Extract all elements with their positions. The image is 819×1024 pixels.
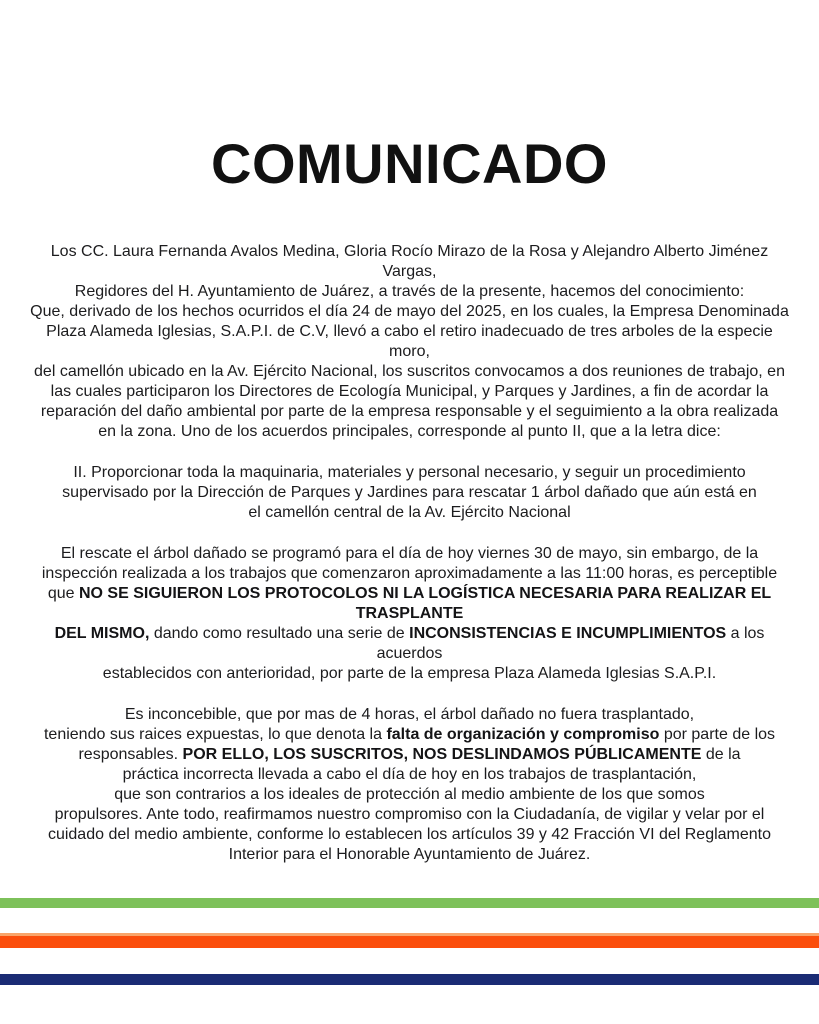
communique-paragraph (28, 242, 791, 442)
communique-body (0, 242, 819, 865)
footer-stripe-orange (0, 933, 819, 948)
text-line: Los CC. Laura Fernanda Avalos Medina, Gloria Rocío Mirazo de la Rosa y Alejandro Alberto Jiménez Vargas, (50, 242, 769, 280)
footer-stripe-navy (0, 974, 819, 985)
text-line: propulsores. Ante todo, reafirmamos nuestro compromiso con la Ciudadanía, de vigilar y velar por el (54, 805, 765, 823)
communique-paragraph (28, 463, 791, 523)
communique-title: COMUNICADO (211, 132, 608, 195)
footer-stripe-green (0, 898, 819, 908)
text-line: que son contrarios a los ideales de protección al medio ambiente de los que somos (114, 785, 705, 803)
communique-paragraph (28, 544, 791, 684)
text-line: El rescate el árbol dañado se programó para el día de hoy viernes 30 de mayo, sin embargo, de la (60, 544, 759, 562)
text-line: práctica incorrecta llevada a cabo el día de hoy en los trabajos de trasplantación, (122, 765, 697, 783)
text-line: II. Proporcionar toda la maquinaria, materiales y personal necesario, y seguir un procedimiento (73, 463, 746, 481)
text-line: reparación del daño ambiental por parte de la empresa responsable y el seguimiento a la obra realizada (40, 402, 779, 420)
text-line: Interior para el Honorable Ayuntamiento de Juárez. (228, 845, 591, 863)
text-line: el camellón central de la Av. Ejército Nacional (248, 503, 571, 521)
text-line: que NO SE SIGUIERON LOS PROTOCOLOS NI LA LOGÍSTICA NECESARIA PARA REALIZAR EL TRASPLANTE (47, 584, 772, 622)
text-line: inspección realizada a los trabajos que comenzaron aproximadamente a las 11:00 horas, es perceptible (41, 564, 778, 582)
text-line: DEL MISMO, dando como resultado una serie de INCONSISTENCIAS E INCUMPLIMIENTOS a los acuerdos (54, 624, 765, 662)
communique-paragraph (28, 705, 791, 865)
text-line: del camellón ubicado en la Av. Ejército Nacional, los suscritos convocamos a dos reuniones de trabajo, en (34, 362, 785, 380)
text-line: Que, derivado de los hechos ocurridos el día 24 de mayo del 2025, en los cuales, la Empresa Denominada (30, 302, 789, 320)
text-line: cuidado del medio ambiente, conforme lo establecen los artículos 39 y 42 Fracción VI del Reglamento (47, 825, 772, 843)
text-line: establecidos con anterioridad, por parte de la empresa Plaza Alameda Iglesias S.A.P.I. (102, 664, 717, 682)
text-line: las cuales participaron los Directores de Ecología Municipal, y Parques y Jardines, a fin de acordar la (50, 382, 769, 400)
text-line: teniendo sus raices expuestas, lo que denota la falta de organización y compromiso por parte de los (43, 725, 776, 743)
text-line: supervisado por la Dirección de Parques y Jardines para rescatar 1 árbol dañado que aún está en (62, 483, 757, 501)
text-line: responsables. POR ELLO, LOS SUSCRITOS, NOS DESLINDAMOS PÚBLICAMENTE de la (78, 745, 741, 763)
text-line: Regidores del H. Ayuntamiento de Juárez, a través de la presente, hacemos del conocimiento: (74, 282, 745, 300)
text-line: Es inconcebible, que por mas de 4 horas, el árbol dañado no fuera trasplantado, (124, 705, 695, 723)
text-line: en la zona. Uno de los acuerdos principales, corresponde al punto II, que a la letra dice: (98, 422, 721, 440)
text-line: Plaza Alameda Iglesias, S.A.P.I. de C.V, llevó a cabo el retiro inadecuado de tres arboles de la especie moro, (46, 322, 773, 360)
